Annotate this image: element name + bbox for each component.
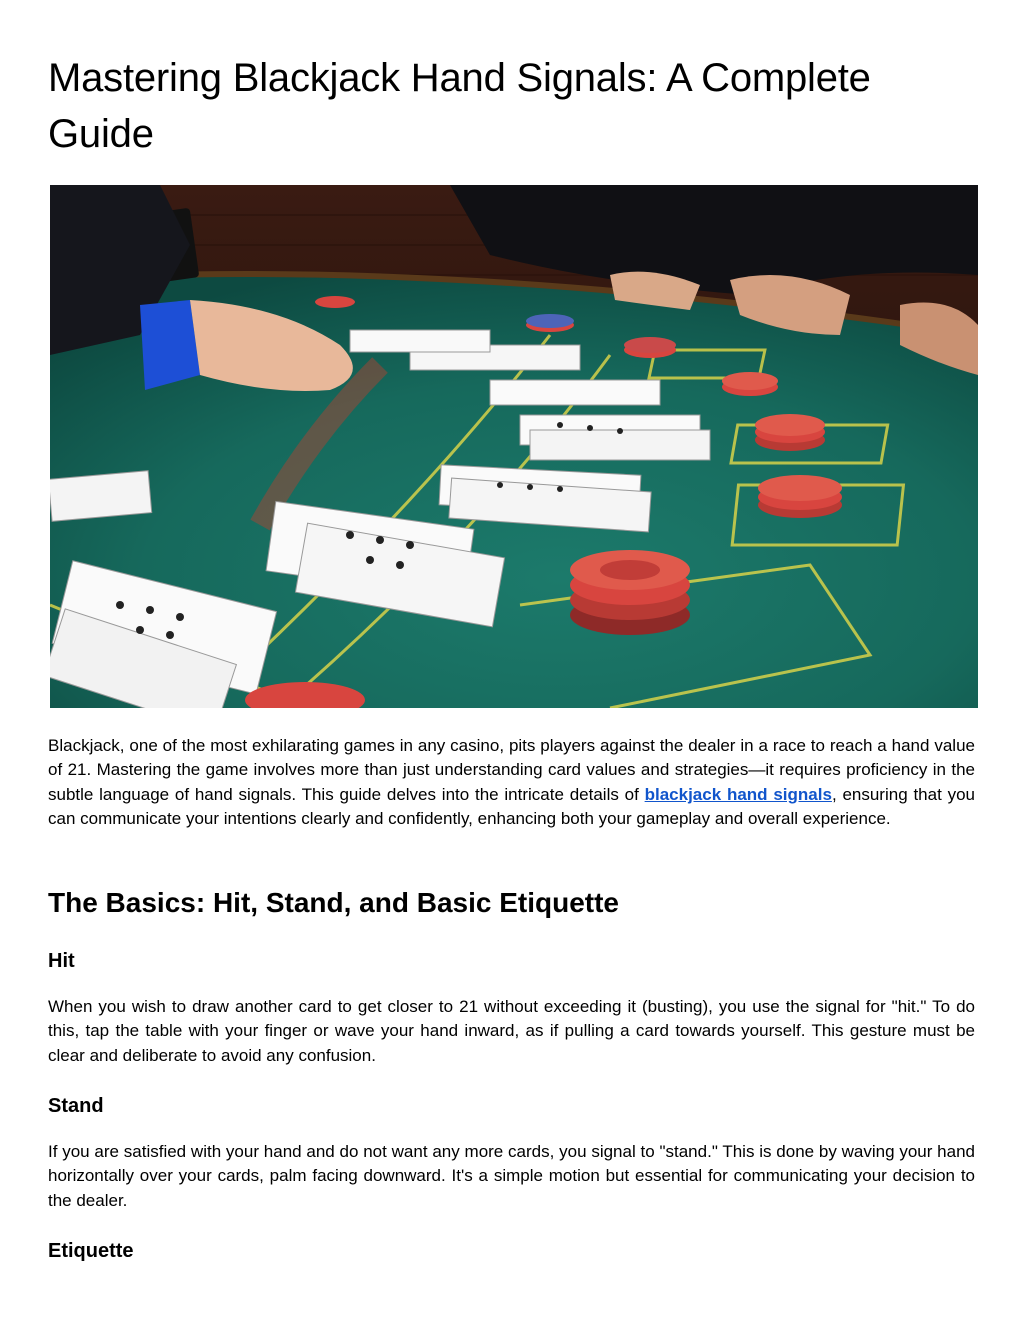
hero-image [50,185,978,708]
subheading-etiquette: Etiquette [48,1240,134,1262]
section-heading-basics: The Basics: Hit, Stand, and Basic Etiquette [48,887,620,918]
blackjack-hand-signals-link[interactable]: blackjack hand signals [644,784,832,804]
subheading-hit: Hit [48,950,75,972]
article [48,0,976,162]
page-title: Mastering Blackjack Hand Signals: A Complete Guide [48,56,871,156]
blackjack-table-illustration [50,185,978,708]
intro-paragraph [48,734,975,832]
stand-paragraph: If you are satisfied with your hand and do not want any more cards, you signal to "stand." This is done by waving your hand horizontally over your cards, palm facing downward. It's a simple motion but essential for communicating your decision to the dealer. [48,1142,975,1210]
hit-paragraph: When you wish to draw another card to get closer to 21 without exceeding it (busting), you use the signal for "hit." To do this, tap the table with your finger or wave your hand inward, as if pulling a card towards yourself. This gesture must be clear and deliberate to avoid any confusion. [48,997,975,1065]
subheading-stand: Stand [48,1095,104,1117]
intro-text-after: , ensuring that you can communicate your intentions clearly and confidently, enhancing both your gameplay and overall experience. [48,784,975,829]
intro-text-before: Blackjack, one of the most exhilarating games in any casino, pits players against the dealer in a race to reach a hand value of 21. Mastering the game involves more than just understanding card values and strategies—it requires proficiency in the subtle language of hand signals. This guide delves into the intricate details of [48,736,975,804]
